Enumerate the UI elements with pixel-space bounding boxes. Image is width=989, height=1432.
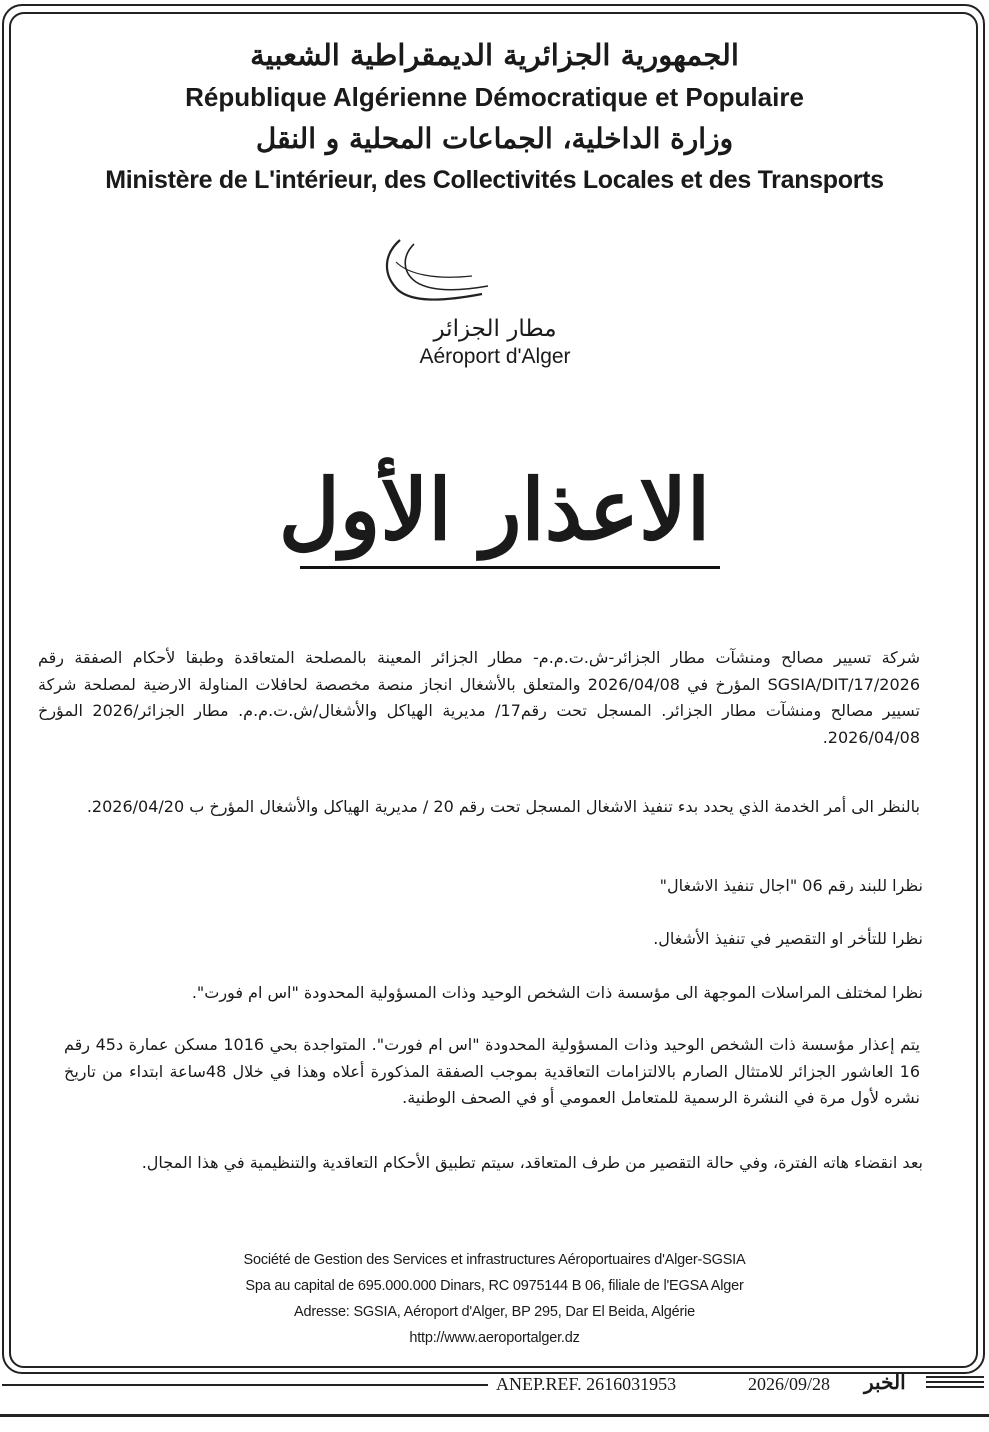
footer-website: http://www.aeroportalger.dz — [409, 1330, 580, 1346]
footer-company-name: Société de Gestion des Services et infrastructures Aéroportuaires d'Alger-SGSIA — [243, 1252, 746, 1268]
body-paragraph-2: بالنظر الى أمر الخدمة الذي يحدد بدء تنفيذ الاشغال المسجل تحت رقم 20 / مديرية الهياكل والأشغال المؤرخ ب 2026/04/20. — [86, 797, 920, 816]
logo-french-text: Aéroport d'Alger — [419, 345, 571, 368]
anep-lines-ornament — [926, 1376, 984, 1391]
anep-strip — [2, 1370, 987, 1400]
page-bottom-rule — [0, 1414, 989, 1417]
anep-date: 2026/09/28 — [748, 1374, 831, 1394]
header-french-ministry: Ministère de L'intérieur, des Collectivités Locales et des Transports — [105, 166, 884, 194]
body-paragraph-1: شركة تسيير مصالح ومنشآت مطار الجزائر-ش.ت.م.م- مطار الجزائر المعينة بالمصلحة المتعاقدة وطبقا لأحكام الصفقة رقم 2026/SGSIA/DIT/17 المؤرخ في 2026/04/08 والمتعلق بالأشغال انجاز منصة مخصصة لحافلات المناولة الارضية لمصلحة شركة تسيير مصالح ومنشآت مطار الجزائر. المسجل تحت رقم17/ مديرية الهياكل والأشغال/ش.ت.م.م. مطار الجزائر/2026 المؤرخ 2026/04/08. — [38, 648, 920, 748]
footer-address: Adresse: SGSIA, Aéroport d'Alger, BP 295, Dar El Beida, Algérie — [294, 1304, 695, 1320]
notice-title: الاعذار الأول — [278, 460, 711, 559]
anep-reference: ANEP.REF. 2616031953 — [496, 1374, 677, 1394]
anep-rule — [2, 1384, 488, 1386]
newspaper-logo: الخبر — [864, 1370, 906, 1394]
airport-swoosh-icon — [378, 234, 500, 304]
body-paragraph-7: بعد انقضاء هاته الفترة، وفي حالة التقصير من طرف المتعاقد، سيتم تطبيق الأحكام التعاقدية والتنظيمية في هذا المجال. — [141, 1153, 923, 1172]
header-french-republic: République Algérienne Démocratique et Populaire — [185, 82, 804, 112]
title-underline — [300, 566, 720, 569]
body-paragraph-5: نظرا لمختلف المراسلات الموجهة الى مؤسسة ذات الشخص الوحيد وذات المسؤولية المحدودة "اس ام فورت". — [191, 983, 923, 1002]
body-paragraph-4: نظرا للتأخر او التقصير في تنفيذ الأشغال. — [653, 929, 923, 948]
header-arabic-ministry: وزارة الداخلية، الجماعات المحلية و النقل — [255, 122, 734, 155]
logo-arabic-text: مطار الجزائر — [433, 316, 557, 342]
body-paragraph-6: يتم إعذار مؤسسة ذات الشخص الوحيد وذات المسؤولية المحدودة "اس ام فورت". المتواجدة بحي 1016 مسكن عمارة د45 رقم 16 العاشور الجزائر للامتثال الصارم بالالتزامات التعاقدية بموجب الصفقة المذكورة أعلاه وهذا في خلال 48ساعة ابتداء من تاريخ نشره لأول مرة في النشرة الرسمية للمتعامل العمومي أو في الصحف الوطنية. — [64, 1035, 921, 1108]
body-paragraph-3: نظرا للبند رقم 06 "اجال تنفيذ الاشغال" — [659, 876, 923, 895]
header-arabic-republic: الجمهورية الجزائرية الديمقراطية الشعبية — [250, 38, 739, 72]
footer-capital: Spa au capital de 695.000.000 Dinars, RC 0975144 B 06, filiale de l'EGSA Alger — [245, 1278, 744, 1294]
